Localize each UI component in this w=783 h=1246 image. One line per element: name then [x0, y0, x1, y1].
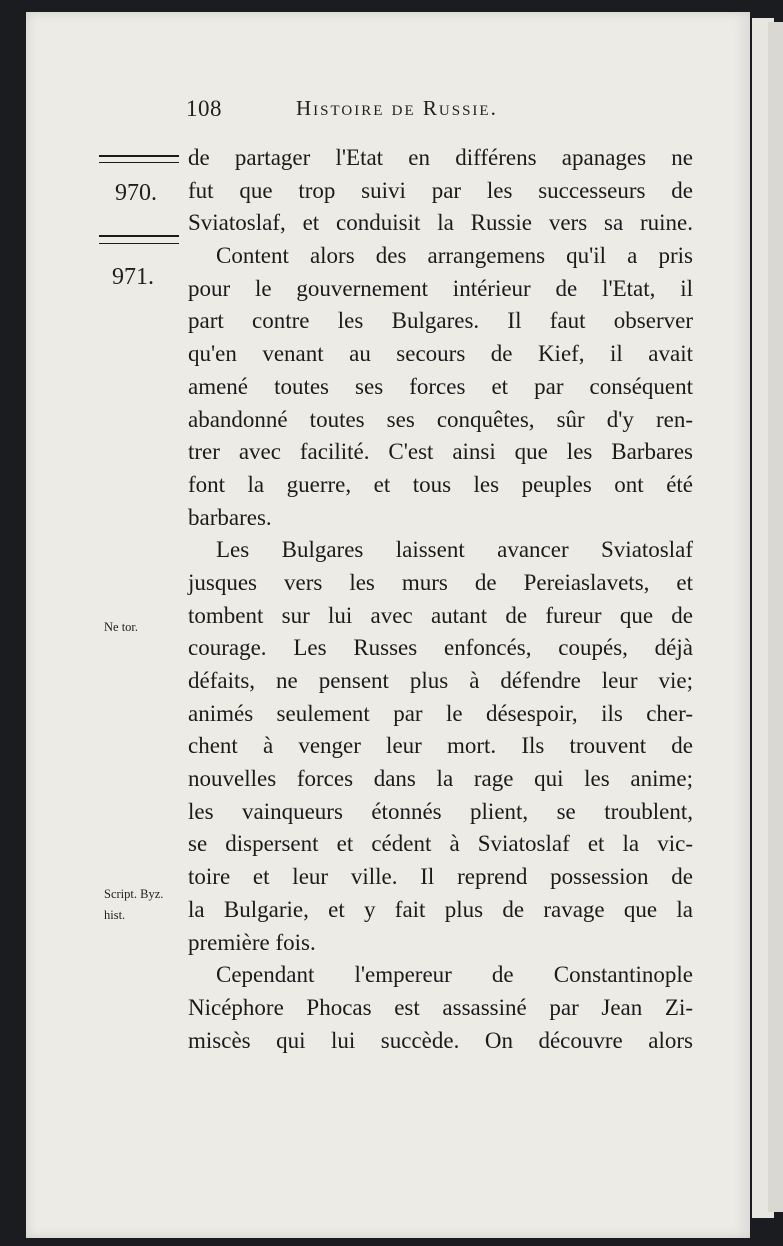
text-line: Cependant l'empereur de Constantinople — [216, 962, 693, 988]
text-line: jusques vers les murs de Pereiaslavets, et — [188, 569, 693, 595]
text-line: animés seulement par le désespoir, ils cher- — [188, 700, 693, 726]
text-line: tombent sur lui avec autant de fureur que de — [188, 602, 693, 628]
margin-note-script: Script. Byz. — [104, 887, 164, 901]
text-line: amené toutes ses forces et par conséquent — [188, 373, 693, 399]
text-line: abandonné toutes ses conquêtes, sûr d'y ren- — [188, 406, 693, 432]
text-line: première fois. — [188, 929, 316, 955]
margin-rule-middle-thin — [99, 243, 179, 244]
text-line: toire et leur ville. Il reprend possession de — [188, 864, 693, 890]
text-line: défaits, ne pensent plus à défendre leur vie; — [188, 668, 693, 693]
text-line: pour le gouvernement intérieur de l'Etat, il — [188, 275, 693, 301]
text-line: nouvelles forces dans la rage qui les anime; — [188, 766, 693, 792]
running-title: Histoire de Russie. — [296, 96, 498, 120]
text-line: Sviatoslaf, et conduisit la Russie vers sa ruine. — [188, 210, 693, 236]
margin-year-971: 971. — [112, 264, 154, 290]
text-line: les vainqueurs étonnés plient, se troublent, — [188, 798, 693, 824]
text-line: trer avec facilité. C'est ainsi que les Barbares — [188, 439, 693, 465]
text-line: qu'en venant au secours de Kief, il avait — [188, 341, 693, 367]
text-line: de partager l'Etat en différens apanages ne — [188, 145, 693, 170]
text-line: Les Bulgares laissent avancer Sviatoslaf — [216, 537, 693, 563]
margin-rule-middle — [99, 235, 179, 237]
margin-note-nestor: Ne tor. — [104, 620, 139, 634]
margin-rule-top — [99, 155, 179, 157]
text-line: part contre les Bulgares. Il faut observer — [188, 308, 693, 334]
text-line: miscès qui lui succède. On découvre alors — [188, 1027, 693, 1053]
page-stack-edge — [768, 22, 783, 1212]
text-line: courage. Les Russes enfoncés, coupés, déjà — [188, 635, 693, 661]
text-line: se dispersent et cédent à Sviatoslaf et la vic- — [188, 831, 693, 857]
page-number: 108 — [186, 96, 222, 121]
text-line: chent à venger leur mort. Ils trouvent de — [188, 733, 693, 759]
text-line: Nicéphore Phocas est assassiné par Jean Zi- — [188, 994, 693, 1020]
text-line: barbares. — [188, 504, 272, 530]
margin-note-hist: hist. — [104, 908, 126, 922]
margin-rule-top-thin — [99, 162, 179, 163]
text-line: Content alors des arrangemens qu'il a pris — [216, 243, 693, 269]
body-text — [188, 142, 693, 1057]
margin-year-970: 970. — [115, 180, 157, 206]
text-line: la Bulgarie, et y fait plus de ravage que la — [188, 896, 693, 922]
text-line: font la guerre, et tous les peuples ont été — [188, 471, 693, 497]
text-line: fut que trop suivi par les successeurs de — [188, 177, 693, 203]
